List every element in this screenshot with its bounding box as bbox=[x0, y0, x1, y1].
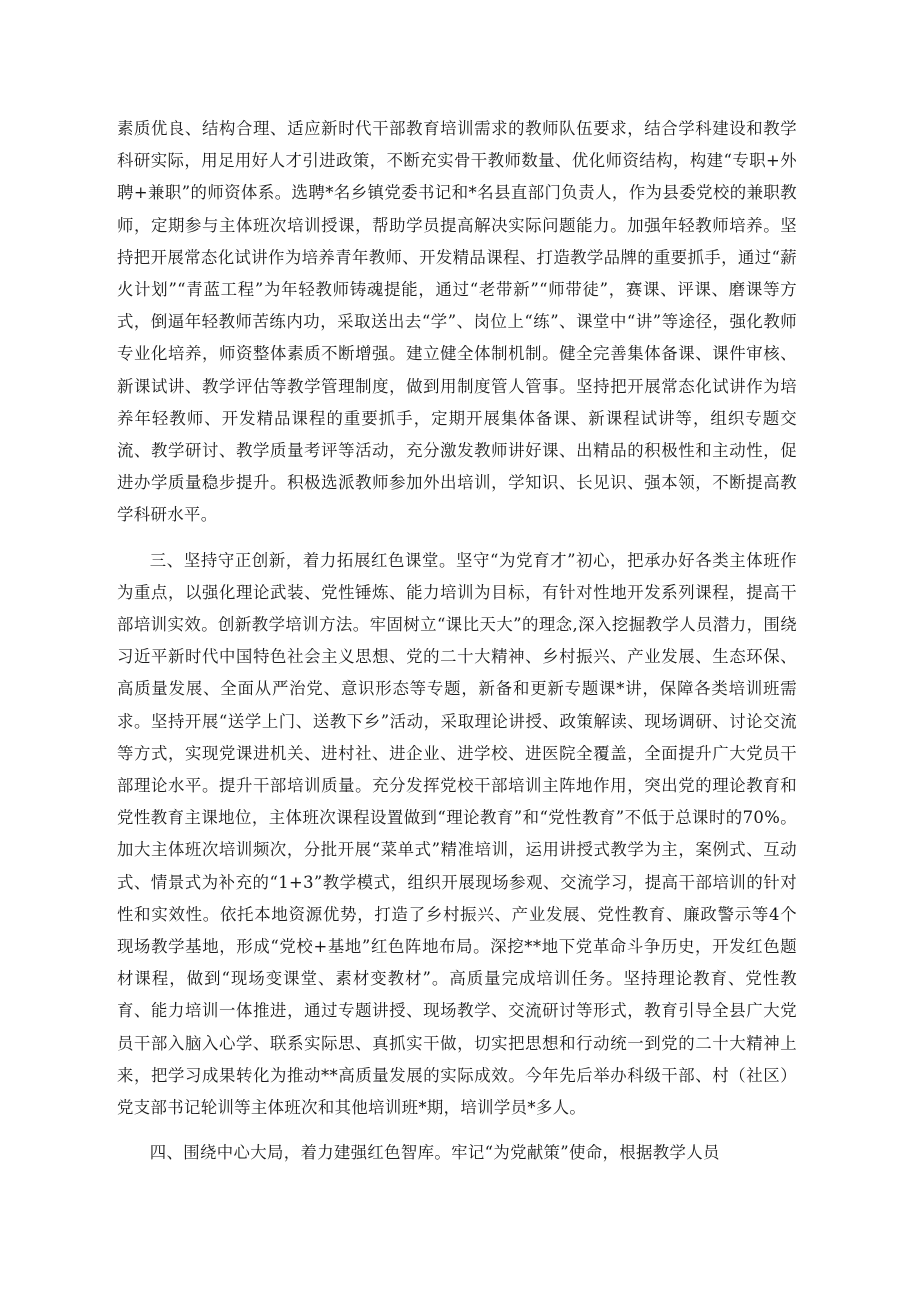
paragraph-red-classroom: 三、坚持守正创新，着力拓展红色课堂。坚守“为党育才”初心，把承办好各类主体班作为重点，以强化理论武装、党性锤炼、能力培训为目标，有针对性地开发系列课程，提高干部培训实效。创新教学培训方法。牢固树立“课比天大”的理念,深入挖掘教学人员潜力，围绕习近平新时代中国特色社会主义思想、党的二十大精神、乡村振兴、产业发展、生态环保、高质量发展、全面从严治党、意识形态等专题，新备和更新专题课*讲，保障各类培训班需求。坚持开展“送学上门、送教下乡”活动，采取理论讲授、政策解读、现场调研、讨论交流等方式，实现党课进机关、进村社、进企业、进学校、进医院全覆盖，全面提升广大党员干部理论水平。提升干部培训质量。充分发挥党校干部培训主阵地作用，突出党的理论教育和党性教育主课地位，主体班次课程设置做到“理论教育”和“党性教育”不低于总课时的70%。加大主体班次培训频次，分批开展“菜单式”精准培训，运用讲授式教学为主，案例式、互动式、情景式为补充的“1+3”教学模式，组织开展现场参观、交流学习，提高干部培训的针对性和实效性。依托本地资源优势，打造了乡村振兴、产业发展、党性教育、廉政警示等4个现场教学基地，形成“党校+基地”红色阵地布局。深挖**地下党革命斗争历史，开发红色题材课程，做到“现场变课堂、素材变教材”。高质量完成培训任务。坚持理论教育、党性教育、能力培训一体推进，通过专题讲授、现场教学、交流研讨等形式，教育引导全县广大党员干部入脑入心学、联系实际思、真抓实干做，切实把思想和行动统一到党的二十大精神上来，把学习成果转化为推动**高质量发展的实际成效。今年先后举办科级干部、村（社区）党支部书记轮训等主体班次和其他培训班*期，培训学员*多人。 bbox=[117, 550, 797, 1118]
paragraph-teacher-team: 素质优良、结构合理、适应新时代干部教育培训需求的教师队伍要求，结合学科建设和教学科研实际，用足用好人才引进政策，不断充实骨干教师数量、优化师资结构，构建“专职+外聘+兼职”的师资体系。选聘*名乡镇党委书记和*名县直部门负责人，作为县委党校的兼职教师，定期参与主体班次培训授课，帮助学员提高解决实际问题能力。加强年轻教师培养。坚持把开展常态化试讲作为培养青年教师、开发精品课程、打造教学品牌的重要抓手，通过“薪火计划”“青蓝工程”为年轻教师铸魂提能，通过“老带新”“师带徒”，赛课、评课、磨课等方式，倒逼年轻教师苦练内功，采取送出去“学”、岗位上“练”、课堂中“讲”等途径，强化教师专业化培养，师资整体素质不断增强。建立健全体制机制。健全完善集体备课、课件审核、新课试讲、教学评估等教学管理制度，做到用制度管人管事。坚持把开展常态化试讲作为培养年轻教师、开发精品课程的重要抓手，定期开展集体备课、新课程试讲等，组织专题交流、教学研讨、教学质量考评等活动，充分激发教师讲好课、出精品的积极性和主动性，促进办学质量稳步提升。积极选派教师参加外出培训，学知识、长见识、强本领，不断提高教学科研水平。 bbox=[117, 119, 797, 525]
paragraph-red-think-tank: 四、围绕中心大局，着力建强红色智库。牢记“为党献策”使命，根据教学人员 bbox=[149, 1143, 720, 1163]
document-body bbox=[117, 113, 797, 1183]
